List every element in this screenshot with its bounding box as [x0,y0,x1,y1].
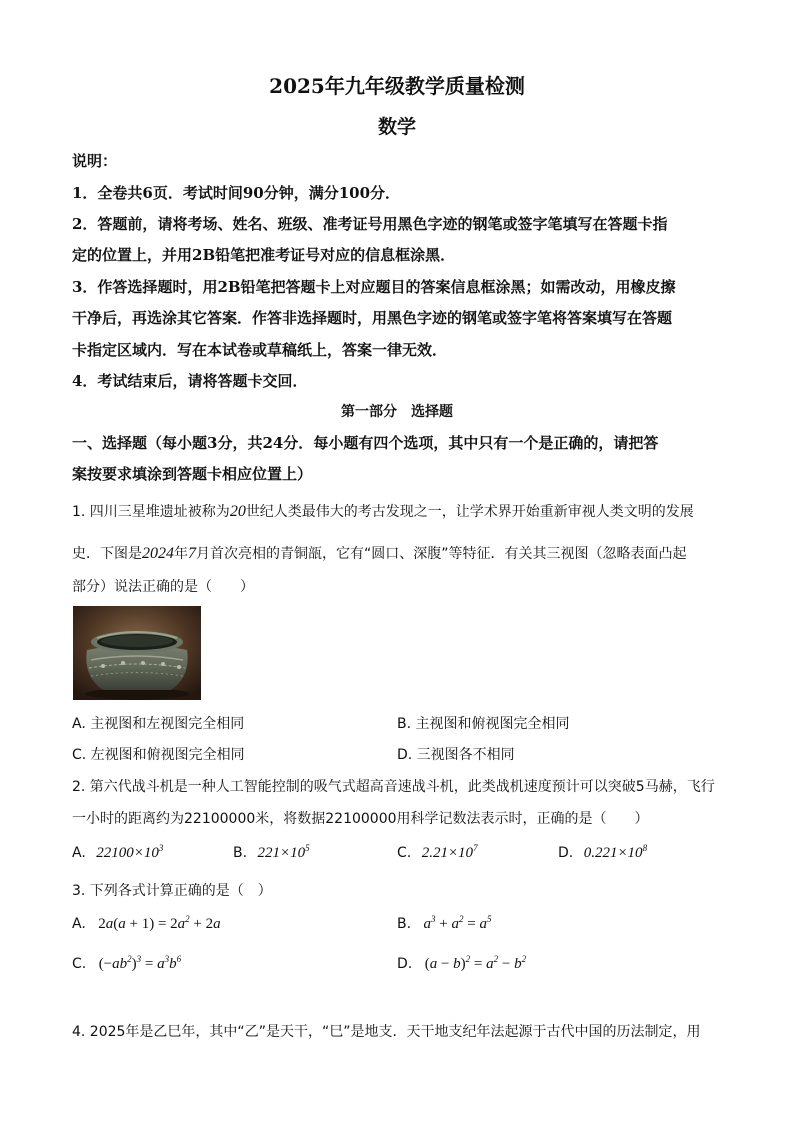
question-1-line-3: 部分）说法正确的是（ ） [72,579,254,595]
q1-option-d: D. 三视图各不相同 [397,747,515,763]
section-instruction: 一、选择题（每小题3分，共24分．每小题有四个选项，其中只有一个是正确的，请把答 [72,434,659,452]
q3-option-a: A. $2a(a + 1) = 2a^2 + 2a$ [72,914,221,932]
q1-option-b: B. 主视图和俯视图完全相同 [397,716,570,732]
bronze-vessel-image [73,606,201,700]
question-1-line-2: 史．下图是2024年7月首次亮相的青铜瓿，它有“圆口、深腹”等特征．有关其三视图（忽略表面凸起 [72,545,687,562]
q2-option-c: C. $2.21\times 10^7$ [397,843,478,861]
q2-option-a: A. $22100\times 10^3$ [72,843,164,861]
instruction-line: 3．作答选择题时，用2B铅笔把答题卡上对应题目的答案信息框涂黑；如需改动，用橡皮擦 [72,278,676,296]
math-expression: $a^3 + a^2 = a^5$ [423,914,492,932]
instruction-line: 干净后，再选涂其它答案．作答非选择题时，用黑色字迹的钢笔或签字笔将答案填写在答题 [72,309,673,327]
instruction-line: 4．考试结束后，请将答题卡交回． [72,372,308,390]
instruction-line: 2．答题前，请将考场、姓名、班级、准考证号用黑色字迹的钢笔或签字笔填写在答题卡指 [72,215,668,233]
q1-option-a: A. 主视图和左视图完全相同 [72,716,245,732]
question-2-line-2: 一小时的距离约为22100000米，将数据22100000用科学记数法表示时，正确的是（ ） [72,811,649,827]
q3-option-d: D. $(a - b)^2 = a^2 - b^2$ [397,954,527,972]
math-expression: $(-ab^2)^3 = a^3b^6$ [98,954,182,972]
question-2-line-1: 2. 第六代战斗机是一种人工智能控制的吸气式超高音速战斗机，此类战机速度预计可以突破5马赫，飞行 [72,779,715,795]
q2-option-b: B. $221\times 10^5$ [233,843,310,861]
instruction-line: 1．全卷共6页．考试时间90分钟，满分100分． [72,184,401,202]
part-title: 第一部分 选择题 [341,404,453,420]
math-expression: $0.221\times 10^8$ [583,843,648,861]
q3-option-b: B. $a^3 + a^2 = a^5$ [397,914,492,932]
math-expression: $221\times 10^5$ [257,843,310,861]
question-4-line-1: 4. 2025年是乙巳年，其中“乙”是天干，“巳”是地支．天干地支纪年法起源于古代中国的历法制定，用 [72,1024,701,1040]
q1-option-c: C. 左视图和俯视图完全相同 [72,747,245,763]
math-number: 2024 [142,545,174,562]
instruction-line: 定的位置上，并用2B铅笔把准考证号对应的信息框涂黑． [72,246,456,264]
exam-title: 2025年九年级教学质量检测 [269,74,525,98]
math-expression: $22100\times 10^3$ [96,843,164,861]
math-expression: $(a - b)^2 = a^2 - b^2$ [424,954,527,972]
q2-option-d: D. $0.221\times 10^8$ [558,843,648,861]
math-expression: $2a(a + 1) = 2a^2 + 2a$ [98,914,221,932]
math-number: 7 [188,545,196,562]
instructions-heading: 说明： [72,152,118,170]
question-1-line-1: 1. 四川三星堆遗址被称为20世纪人类最伟大的考古发现之一，让学术界开始重新审视人类文明的发展 [72,503,694,520]
instruction-line: 卡指定区域内．写在本试卷或草稿纸上，答案一律无效． [72,341,448,359]
math-expression: $2.21\times 10^7$ [421,843,478,861]
math-number: 20 [229,503,246,520]
q3-option-c: C. $(-ab^2)^3 = a^3b^6$ [72,954,182,972]
question-3-stem: 3. 下列各式计算正确的是（ ） [72,883,272,899]
section-instruction: 案按要求填涂到答题卡相应位置上） [72,465,313,483]
subject-title: 数学 [377,116,416,138]
